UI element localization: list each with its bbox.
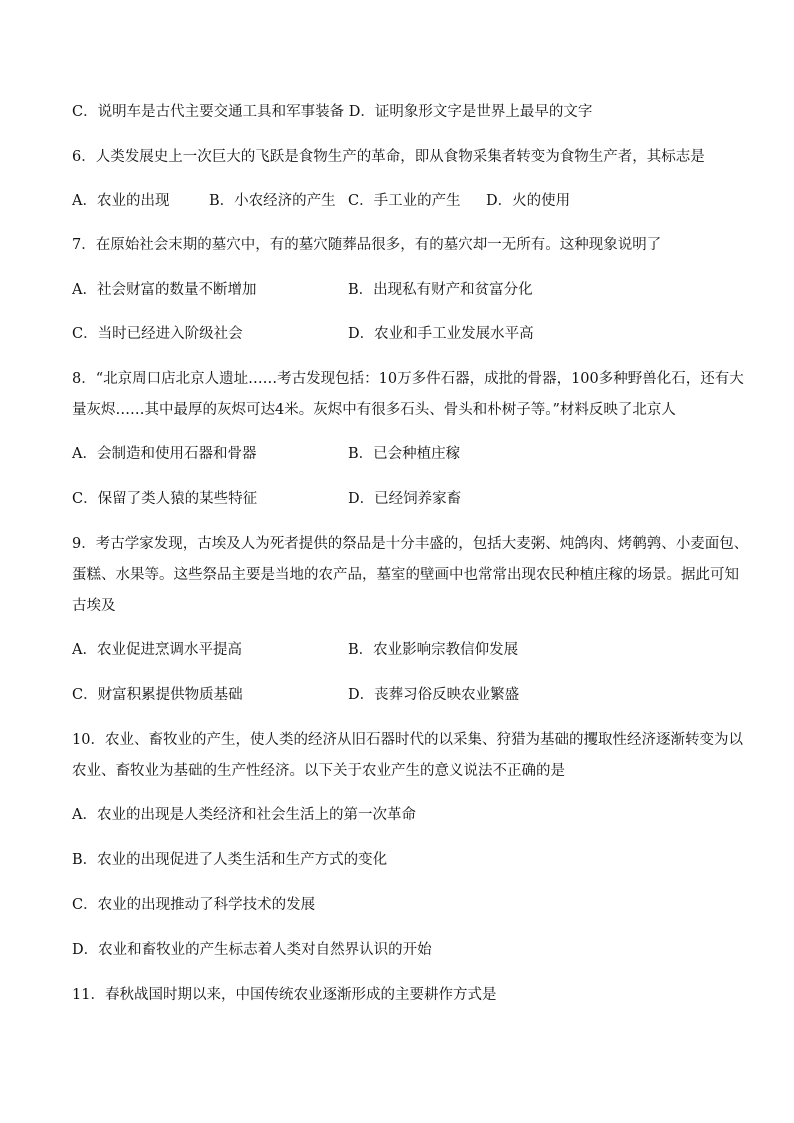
question-9-stem-line-3: 古埃及	[72, 598, 116, 614]
question-8-option-a: A．会制造和使用石器和骨器	[72, 446, 257, 462]
question-8-option-c: C．保留了类人猿的某些特征	[72, 491, 258, 507]
question-7-option-d: D．农业和手工业发展水平高	[348, 326, 534, 342]
question-7-option-b: B．出现私有财产和贫富分化	[348, 282, 533, 298]
question-6-stem: 6．人类发展史上一次巨大的飞跃是食物生产的革命，即从食物采集者转变为食物生产者，其标志是	[72, 149, 705, 165]
question-8-stem-line-1: 8．“北京周口店北京人遗址……考古发现包括：10万多件石器，成批的骨器，100多种野兽化石，还有大	[72, 371, 744, 387]
question-6-option-b: B．小农经济的产生	[209, 193, 336, 209]
question-8-option-b: B．已会种植庄稼	[348, 446, 461, 462]
question-6-option-c: C．手工业的产生	[348, 193, 461, 209]
question-9-stem-line-1: 9．考古学家发现，古埃及人为死者提供的祭品是十分丰盛的，包括大麦粥、炖鸽肉、烤鹌鹑、小麦面包、	[72, 536, 749, 552]
question-9-option-a: A．农业促进烹调水平提高	[72, 642, 242, 658]
question-9-option-c: C．财富积累提供物质基础	[72, 687, 243, 703]
question-10-option-d: D．农业和畜牧业的产生标志着人类对自然界认识的开始	[72, 942, 432, 958]
question-10-stem-line-2: 农业、畜牧业为基础的生产性经济。以下关于农业产生的意义说法不正确的是	[72, 763, 565, 779]
question-8-stem-line-2: 量灰烬……其中最厚的灰烬可达4米。灰烬中有很多石头、骨头和朴树子等。”材料反映了北京人	[72, 402, 676, 418]
question-10-option-b: B．农业的出现促进了人类生活和生产方式的变化	[72, 852, 388, 868]
question-7-option-c: C．当时已经进入阶级社会	[72, 326, 243, 342]
question-11-stem: 11．春秋战国时期以来，中国传统农业逐渐形成的主要耕作方式是	[72, 987, 497, 1003]
question-6-option-d: D．火的使用	[486, 193, 571, 209]
question-10-option-c: C．农业的出现推动了科学技术的发展	[72, 897, 316, 913]
question-9-option-d: D．丧葬习俗反映农业繁盛	[348, 687, 520, 703]
question-9-stem-line-2: 蛋糕、水果等。这些祭品主要是当地的农产品，墓室的壁画中也常常出现农民种植庄稼的场景。据此可知	[72, 567, 739, 583]
question-10-stem-line-1: 10．农业、畜牧业的产生，使人类的经济从旧石器时代的以采集、狩猎为基础的攫取性经济逐渐转变为以	[72, 732, 743, 748]
question-7-stem: 7．在原始社会末期的墓穴中，有的墓穴随葬品很多，有的墓穴却一无所有。这种现象说明了	[72, 237, 662, 253]
question-5-option-c-d: C．说明车是古代主要交通工具和军事装备 D．证明象形文字是世界上最早的文字	[72, 104, 593, 120]
question-6-option-a: A．农业的出现	[72, 193, 170, 209]
question-10-option-a: A．农业的出现是人类经济和社会生活上的第一次革命	[72, 807, 416, 823]
question-7-option-a: A．社会财富的数量不断增加	[72, 282, 257, 298]
question-8-option-d: D．已经饲养家畜	[348, 491, 462, 507]
question-9-option-b: B．农业影响宗教信仰发展	[348, 642, 519, 658]
